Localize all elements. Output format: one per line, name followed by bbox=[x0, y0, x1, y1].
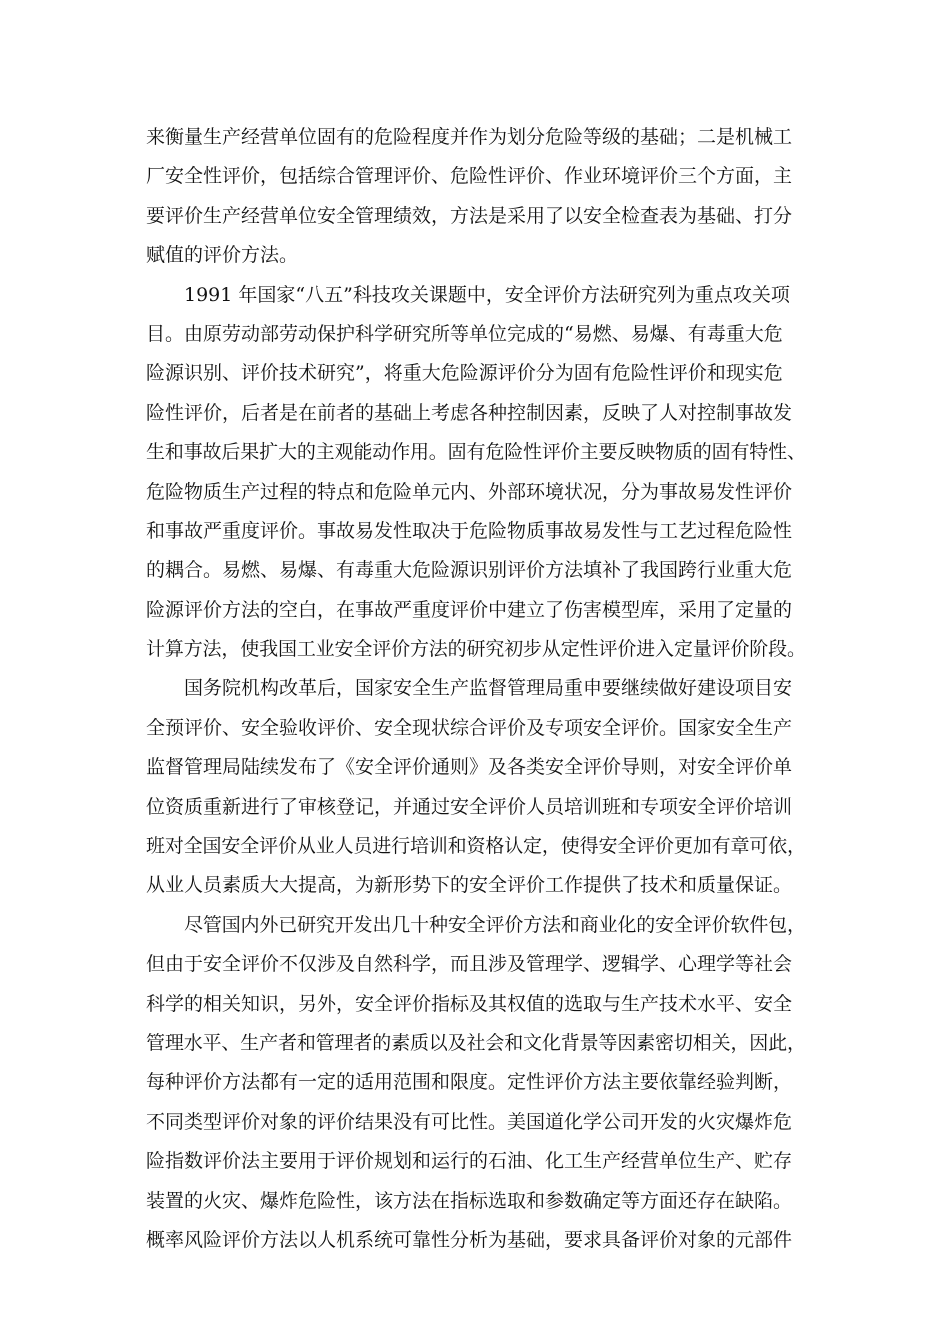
text-line: 位资质重新进行了审核登记，并通过安全评价人员培训班和专项安全评价培训 bbox=[146, 795, 793, 818]
text-line: 险性评价，后者是在前者的基础上考虑各种控制因素，反映了人对控制事故发 bbox=[146, 401, 793, 424]
text-line: 危险物质生产过程的特点和危险单元内、外部环境状况，分为事故易发性评价 bbox=[146, 480, 793, 503]
body-text bbox=[146, 118, 806, 1260]
text-line: 不同类型评价对象的评价结果没有可比性。美国道化学公司开发的火灾爆炸危 bbox=[146, 1110, 793, 1133]
text-line: 全预评价、安全验收评价、安全现状综合评价及专项安全评价。国家安全生产 bbox=[146, 716, 793, 739]
text-line: 装置的火灾、爆炸危险性，该方法在指标选取和参数确定等方面还存在缺陷。 bbox=[146, 1189, 793, 1212]
text-line: 科学的相关知识，另外，安全评价指标及其权值的选取与生产技术水平、安全 bbox=[146, 992, 793, 1015]
text-line: 来衡量生产经营单位固有的危险程度并作为划分危险等级的基础；二是机械工 bbox=[146, 126, 793, 148]
text-line: 国务院机构改革后，国家安全生产监督管理局重申要继续做好建设项目安 bbox=[184, 677, 793, 700]
text-line: 险源评价方法的空白，在事故严重度评价中建立了伤害模型库，采用了定量的 bbox=[146, 598, 793, 621]
text-line: 目。由原劳动部劳动保护科学研究所等单位完成的“易燃、易爆、有毒重大危 bbox=[146, 322, 783, 345]
text-line: 但由于安全评价不仅涉及自然科学，而且涉及管理学、逻辑学、心理学等社会 bbox=[146, 953, 793, 976]
text-line: 班对全国安全评价从业人员进行培训和资格认定，使得安全评价更加有章可依， bbox=[146, 835, 806, 858]
text-line: 管理水平、生产者和管理者的素质以及社会和文化背景等因素密切相关，因此， bbox=[146, 1031, 806, 1054]
text-line: 监督管理局陆续发布了《安全评价通则》及各类安全评价导则，对安全评价单 bbox=[146, 756, 793, 779]
text-line: 1991 年国家“八五”科技攻关课题中，安全评价方法研究列为重点攻关项 bbox=[184, 283, 790, 306]
paragraph-3 bbox=[146, 669, 806, 905]
text-line: 要评价生产经营单位安全管理绩效，方法是采用了以安全检查表为基础、打分 bbox=[146, 204, 793, 227]
text-line: 赋值的评价方法。 bbox=[146, 244, 299, 267]
text-line: 的耦合。易燃、易爆、有毒重大危险源识别评价方法填补了我国跨行业重大危 bbox=[146, 559, 793, 582]
paragraph-1 bbox=[146, 118, 806, 276]
text-line: 尽管国内外已研究开发出几十种安全评价方法和商业化的安全评价软件包， bbox=[184, 913, 806, 936]
text-line: 计算方法，使我国工业安全评价方法的研究初步从定性评价进入定量评价阶段。 bbox=[146, 638, 806, 661]
text-line: 险指数评价法主要用于评价规划和运行的石油、化工生产经营单位生产、贮存 bbox=[146, 1150, 793, 1173]
text-line: 险源识别、评价技术研究”，将重大危险源评价分为固有危险性评价和现实危 bbox=[146, 362, 783, 385]
text-line: 从业人员素质大大提高，为新形势下的安全评价工作提供了技术和质量保证。 bbox=[146, 874, 793, 897]
text-line: 每种评价方法都有一定的适用范围和限度。定性评价方法主要依靠经验判断， bbox=[146, 1071, 793, 1094]
text-line: 和事故严重度评价。事故易发性取决于危险物质事故易发性与工艺过程危险性 bbox=[146, 519, 793, 542]
text-line: 厂安全性评价，包括综合管理评价、危险性评价、作业环境评价三个方面，主 bbox=[146, 165, 793, 188]
text-line: 概率风险评价方法以人机系统可靠性分析为基础，要求具备评价对象的元部件 bbox=[146, 1228, 793, 1251]
text-line: 生和事故后果扩大的主观能动作用。固有危险性评价主要反映物质的固有特性、 bbox=[146, 441, 806, 464]
paragraph-4 bbox=[146, 906, 806, 1261]
paragraph-2 bbox=[146, 276, 806, 670]
